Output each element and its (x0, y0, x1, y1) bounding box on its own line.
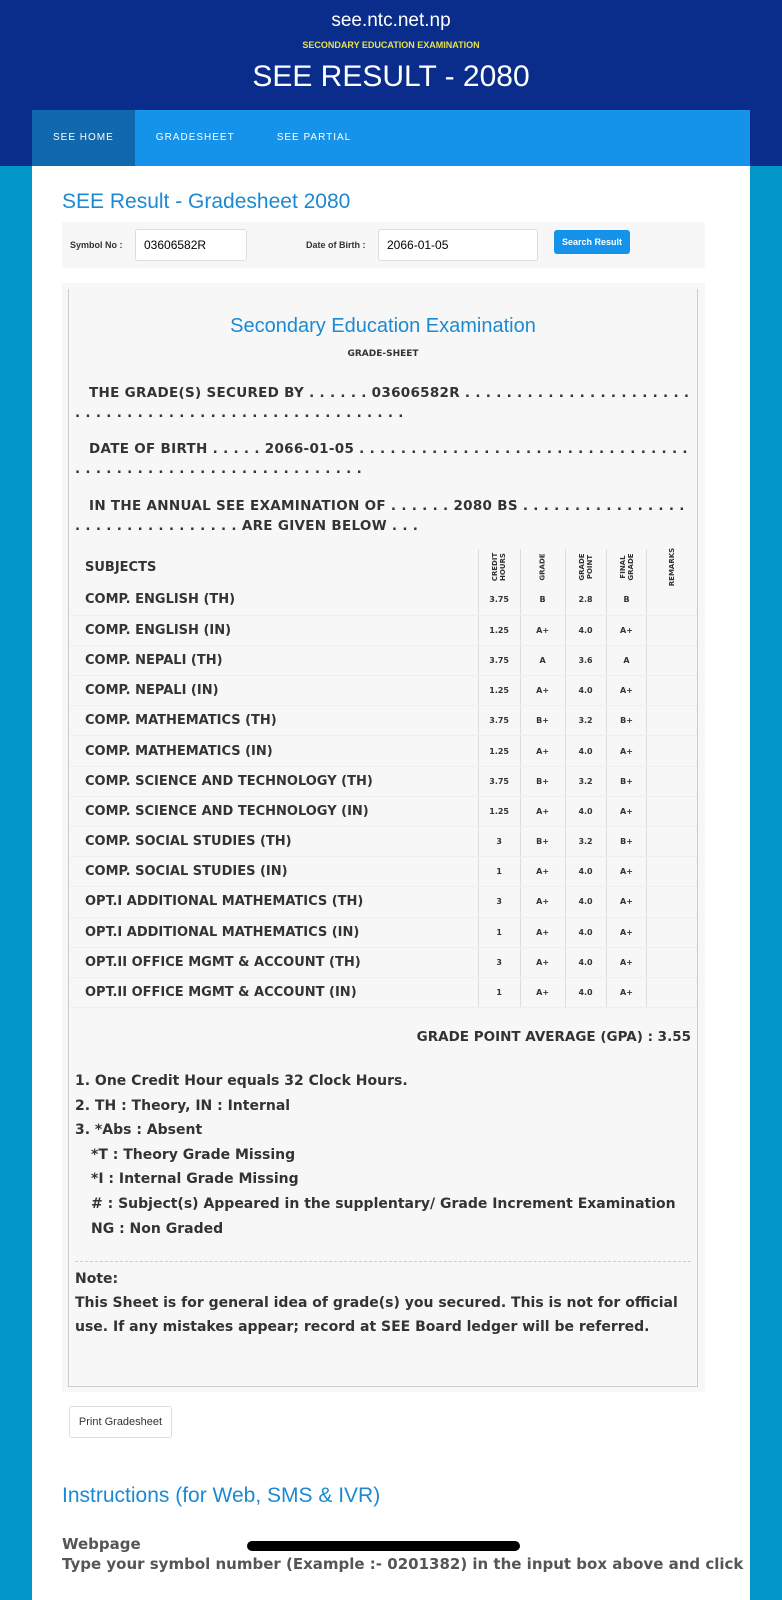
col-grade: GRADE (538, 553, 547, 581)
grade-point-cell: 4.0 (565, 887, 606, 917)
remarks-cell (647, 827, 697, 857)
grade-point-cell: 3.6 (565, 645, 606, 675)
grade-point-cell: 4.0 (565, 857, 606, 887)
dob-label: Date of Birth : (306, 240, 366, 250)
credit-hours-cell: 1 (478, 977, 520, 1007)
grade-cell: B+ (520, 766, 565, 796)
col-grade-point: GRADE POINT (577, 553, 594, 581)
subject-cell: COMP. SOCIAL STUDIES (TH) (71, 827, 478, 857)
table-row (71, 766, 697, 796)
grade-cell: A+ (520, 917, 565, 947)
disclaimer (75, 1267, 691, 1339)
grade-point-cell: 3.2 (565, 827, 606, 857)
table-row (71, 736, 697, 766)
credit-hours-cell: 3.75 (478, 585, 520, 615)
search-form (62, 222, 705, 268)
final-grade-cell: A+ (606, 977, 647, 1007)
sheet-subtitle: GRADE-SHEET (347, 349, 419, 359)
credit-hours-cell: 3 (478, 947, 520, 977)
remarks-cell (647, 615, 697, 645)
instructions-web (62, 1534, 743, 1574)
grade-point-cell: 4.0 (565, 736, 606, 766)
subject-cell: COMP. MATHEMATICS (IN) (71, 736, 478, 766)
col-credit-hours: CREDIT HOURS (491, 552, 508, 582)
grade-cell: A+ (520, 857, 565, 887)
remarks-cell (647, 585, 697, 615)
final-grade-cell: B+ (606, 706, 647, 736)
grade-point-cell: 3.2 (565, 766, 606, 796)
subject-cell: COMP. SCIENCE AND TECHNOLOGY (IN) (71, 796, 478, 826)
grade-cell: A+ (520, 887, 565, 917)
subject-cell: COMP. NEPALI (IN) (71, 676, 478, 706)
note-item: 3. *Abs : Absent (75, 1122, 203, 1139)
table-row (71, 676, 697, 706)
remarks-cell (647, 766, 697, 796)
col-subjects: SUBJECTS (85, 559, 157, 575)
remarks-cell (647, 887, 697, 917)
grade-point-cell: 4.0 (565, 977, 606, 1007)
remarks-cell (647, 977, 697, 1007)
col-remarks: REMARKS (668, 547, 677, 587)
remarks-cell (647, 676, 697, 706)
final-grade-cell: A+ (606, 947, 647, 977)
print-gradesheet-button[interactable]: Print Gradesheet (69, 1406, 172, 1438)
subject-cell: COMP. ENGLISH (IN) (71, 615, 478, 645)
remarks-cell (647, 796, 697, 826)
sheet-title: Secondary Education Examination (230, 315, 536, 337)
grade-cell: B (520, 585, 565, 615)
remarks-cell (647, 645, 697, 675)
credit-hours-cell: 1.25 (478, 796, 520, 826)
subject-cell: COMP. NEPALI (TH) (71, 645, 478, 675)
grade-point-cell: 4.0 (565, 796, 606, 826)
final-grade-cell: A+ (606, 857, 647, 887)
grade-cell: A+ (520, 676, 565, 706)
table-row (71, 796, 697, 826)
subject-cell: COMP. MATHEMATICS (TH) (71, 706, 478, 736)
gpa: GRADE POINT AVERAGE (GPA) : 3.55 (416, 1029, 691, 1045)
remarks-cell (647, 736, 697, 766)
credit-hours-cell: 1.25 (478, 736, 520, 766)
note-item: *I : Internal Grade Missing (91, 1171, 299, 1188)
credit-hours-cell: 3.75 (478, 766, 520, 796)
remarks-cell (647, 917, 697, 947)
notes-list (75, 1069, 676, 1241)
subject-cell: OPT.II OFFICE MGMT & ACCOUNT (IN) (71, 977, 478, 1007)
final-grade-cell: A+ (606, 736, 647, 766)
note-text: This Sheet is for general idea of grade(s) you secured. This is not for official use. If any mistakes appear; record at SEE Board ledger will be referred. (75, 1295, 678, 1335)
table-row (71, 706, 697, 736)
credit-hours-cell: 1.25 (478, 615, 520, 645)
remarks-cell (647, 857, 697, 887)
subject-cell: OPT.I ADDITIONAL MATHEMATICS (IN) (71, 917, 478, 947)
credit-hours-cell: 3.75 (478, 706, 520, 736)
credit-hours-cell: 1 (478, 857, 520, 887)
grade-point-cell: 2.8 (565, 585, 606, 615)
header-title: SEE RESULT - 2080 (252, 60, 530, 93)
web-title: Webpage (62, 1535, 141, 1553)
home-indicator (247, 1541, 520, 1551)
note-title: Note: (75, 1271, 119, 1287)
nav-bar (32, 110, 750, 166)
table-row (71, 977, 697, 1007)
grade-cell: A (520, 645, 565, 675)
table-row (71, 857, 697, 887)
page-title: SEE Result - Gradesheet 2080 (62, 190, 351, 213)
final-grade-cell: A+ (606, 796, 647, 826)
symbol-input[interactable] (135, 229, 247, 261)
grade-point-cell: 4.0 (565, 917, 606, 947)
site-name: see.ntc.net.np (331, 10, 451, 31)
final-grade-cell: A+ (606, 917, 647, 947)
subject-cell: COMP. SOCIAL STUDIES (IN) (71, 857, 478, 887)
note-item: # : Subject(s) Appeared in the supplentary/ Grade Increment Examination (91, 1195, 676, 1212)
secured-by-line: THE GRADE(S) SECURED BY . . . . . . 03606582R . . . . . . . . . . . . . . . . . . . . . . . . . . . . . . . . . . . . . . . . . . . . . . . . . . . . . . (75, 385, 690, 421)
instructions-title: Instructions (for Web, SMS & IVR) (62, 1484, 381, 1507)
nav-gradesheet[interactable]: GRADESHEET (155, 132, 235, 143)
final-grade-cell: A+ (606, 676, 647, 706)
grade-cell: A+ (520, 796, 565, 826)
credit-hours-cell: 1 (478, 917, 520, 947)
exam-line: IN THE ANNUAL SEE EXAMINATION OF . . . . . . 2080 BS . . . . . . . . . . . . . . . . . . . . . . . . . . . . . . . . ARE GIVEN BELOW . . . (75, 498, 685, 534)
subject-cell: OPT.II OFFICE MGMT & ACCOUNT (TH) (71, 947, 478, 977)
web-text: Type your symbol number (Example :- 0201382) in the input box above and click (62, 1555, 744, 1573)
credit-hours-cell: 3.75 (478, 645, 520, 675)
nav-see-partial[interactable]: SEE PARTIAL (276, 132, 352, 143)
final-grade-cell: B (606, 585, 647, 615)
note-item: *T : Theory Grade Missing (91, 1146, 296, 1163)
dob-input[interactable] (378, 229, 538, 261)
grade-cell: A+ (520, 977, 565, 1007)
final-grade-cell: B+ (606, 827, 647, 857)
note-item: 1. One Credit Hour equals 32 Clock Hours. (75, 1073, 408, 1089)
dob-line: DATE OF BIRTH . . . . . 2066-01-05 . . . . . . . . . . . . . . . . . . . . . . . . . . . . . . . . . . . . . . . . . . . . . . . . . . . . . . . . . . . . (75, 441, 688, 477)
table-row (71, 585, 697, 615)
main-content (32, 166, 750, 1600)
credit-hours-cell: 3 (478, 827, 520, 857)
grade-point-cell: 4.0 (565, 615, 606, 645)
symbol-label: Symbol No : (70, 240, 123, 250)
grade-cell: A+ (520, 947, 565, 977)
header-subtitle: SECONDARY EDUCATION EXAMINATION (302, 40, 480, 50)
nav-see-home[interactable]: SEE HOME (32, 110, 135, 166)
final-grade-cell: A (606, 645, 647, 675)
note-item: NG : Non Graded (91, 1220, 224, 1237)
gradesheet (62, 283, 705, 1392)
grades-table (71, 549, 697, 1008)
remarks-cell (647, 947, 697, 977)
grade-point-cell: 4.0 (565, 947, 606, 977)
credit-hours-cell: 3 (478, 887, 520, 917)
table-row (71, 947, 697, 977)
grade-point-cell: 4.0 (565, 676, 606, 706)
table-row (71, 887, 697, 917)
divider (75, 1261, 691, 1262)
table-row (71, 917, 697, 947)
grade-point-cell: 3.2 (565, 706, 606, 736)
grade-cell: B+ (520, 706, 565, 736)
remarks-cell (647, 706, 697, 736)
final-grade-cell: B+ (606, 766, 647, 796)
subject-cell: COMP. ENGLISH (TH) (71, 585, 478, 615)
col-final-grade: FINAL GRADE (618, 553, 635, 581)
table-row (71, 615, 697, 645)
note-item: 2. TH : Theory, IN : Internal (75, 1097, 291, 1114)
grade-cell: B+ (520, 827, 565, 857)
subject-cell: COMP. SCIENCE AND TECHNOLOGY (TH) (71, 766, 478, 796)
subject-cell: OPT.I ADDITIONAL MATHEMATICS (TH) (71, 887, 478, 917)
table-row (71, 827, 697, 857)
grade-cell: A+ (520, 615, 565, 645)
table-row (71, 645, 697, 675)
search-button[interactable]: Search Result (554, 230, 630, 254)
final-grade-cell: A+ (606, 887, 647, 917)
final-grade-cell: A+ (606, 615, 647, 645)
credit-hours-cell: 1.25 (478, 676, 520, 706)
grade-cell: A+ (520, 736, 565, 766)
